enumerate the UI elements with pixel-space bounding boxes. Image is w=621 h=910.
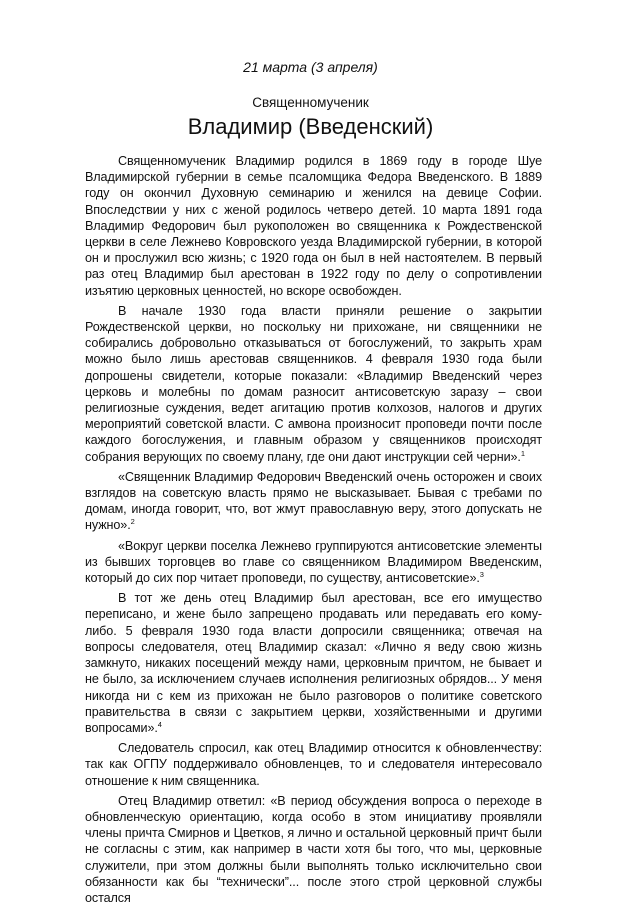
paragraph-text: В тот же день отец Владимир был арестован, все его имущество переписано, и жене было запрещено продавать или передавать его кому-либо. 5 февраля 1930 года власти допросили священника; отвечая на вопросы следователя, отец Владимир сказал: «Лично я веду свою жизнь замкнуто, никаких посещений между нами, церковным причтом, не бывает и не было, за исключением случаев исполнения религиозных обрядов... У меня никогда ни с кем из прихожан не было разговоров о политике советского правительства в связи с закрытием церкви, хозяйственными и другими вопросами» [85, 591, 542, 735]
footnote-marker[interactable]: 2 [130, 517, 135, 527]
paragraph [85, 153, 542, 299]
paragraph: «Священник Владимир Федорович Введенский очень осторожен и своих взглядов на советскую власть прямо не высказывает. Бывая с требами по домам, иногда говорит, что, вот жмут православную веру, этого допускать не нужно».$^2$ [85, 469, 542, 533]
paragraph: «Вокруг церкви поселка Лежнево группируются антисоветские элементы из бывших торговцев во главе со священником Владимиром Введенским, который до сих пор читает проповеди, по существу, антисоветские».$^3$ [85, 538, 542, 586]
paragraph-text: Священномученик Владимир родился в 1869 году в городе Шуе Владимирской губернии в семье псаломщика Федора Введенского. В 1889 году он окончил Духовную семинарию и женился на девице Софии. Впоследствии у них с женой родилось четверо детей. 10 марта 1891 года Владимир Федорович был рукоположен во священника к Рождественской церкви в селе Лежнево Ковровского уезда Владимирской губернии, в которой он и прослужил всю жизнь; с 1920 года он был в ней настоятелем. В первый раз отец Владимир был арестован в 1922 году по делу о сопротивлении изъятию церковных ценностей, но вскоре освобожден. [85, 154, 542, 298]
paragraph [85, 740, 542, 789]
footnote-marker[interactable]: 1 [520, 448, 525, 458]
paragraph-text: Следователь спросил, как отец Владимир относится к обновленчеству: так как ОГПУ поддерживало обновленцев, то и следователя интересовало отношение к ним священника. [85, 741, 542, 788]
paragraph: В начале 1930 года власти приняли решение о закрытии Рождественской церкви, но поскольку ни прихожане, ни священники не собирались добровольно отказываться от богослужений, то закрыть храм можно было лишь арестовав священников. 4 февраля 1930 года были допрошены свидетели, которые показали: «Владимир Введенский через церковь и молебны по домам разносит антисоветскую заразу – свои религиозные суждения, ведет агитацию против колхозов, налогов и других мероприятий советской власти. С амвона произносит проповеди почти после каждого богослужения, и главным образом у священников происходят собрания верующих по своему плану, где они дают инструкции сей черни».$^1$ [85, 303, 542, 464]
paragraph [85, 793, 542, 906]
paragraph-text: «Вокруг церкви поселка Лежнево группируются антисоветские элементы из бывших торговцев во главе со священником Владимиром Введенским, который до сих пор читает проповеди, по существу, антисоветские» [85, 538, 542, 586]
paragraph: В тот же день отец Владимир был арестован, все его имущество переписано, и жене было запрещено продавать или передавать его кому-либо. 5 февраля 1930 года власти допросили священника; отвечая на вопросы следователя, отец Владимир сказал: «Лично я веду свою жизнь замкнуто, никаких посещений между нами, церковным причтом, не бывает и не было, за исключением случаев исполнения религиозных обрядов... У меня никогда ни с кем из прихожан не было разговоров о политике советского правительства в связи с закрытием церкви, хозяйственными и другими вопросами».$^4$ [85, 591, 542, 735]
paragraph-text: «Священник Владимир Федорович Введенский очень осторожен и своих взглядов на советскую власть прямо не высказывает. Бывая с требами по домам, иногда говорит, что, вот жмут православную веру, этого допускать не нужно» [85, 469, 542, 533]
paragraph-text: Отец Владимир ответил: «В период обсуждения вопроса о переходе в обновленческую ориентацию, когда особо в этом инициативу проявляли члены причта Смирнов и Цветков, я лично и остальной церковный причт были не согласны с этим, как например в части хотя бы того, что мы, церковные служители, при этом должны были выполнять только исключительно свои обязанности как бы “технически”... после этого строй церковной службы остался [85, 793, 542, 905]
footnote-marker[interactable]: 4 [157, 719, 162, 729]
footnote-marker[interactable]: 3 [479, 569, 484, 579]
paragraph-text: В начале 1930 года власти приняли решение о закрытии Рождественской церкви, но поскольку ни прихожане, ни священники не собирались добровольно отказываться от богослужений, то закрыть храм можно было лишь арестовав священников. 4 февраля 1930 года были допрошены свидетели, которые показали: «Владимир Введенский через церковь и молебны по домам разносит антисоветскую заразу – свои религиозные суждения, ведет агитацию против колхозов, налогов и других мероприятий советской власти. С амвона произносит проповеди почти после каждого богослужения, и главным образом у священников происходят собрания верующих по своему плану, где они дают инструкции сей черни» [85, 303, 542, 464]
page-title: Владимир (Введенский) [187, 114, 434, 139]
saint-rank: Священномученик [252, 95, 369, 110]
article-body [85, 153, 542, 910]
feast-date: 21 марта (3 апреля) [243, 59, 378, 75]
